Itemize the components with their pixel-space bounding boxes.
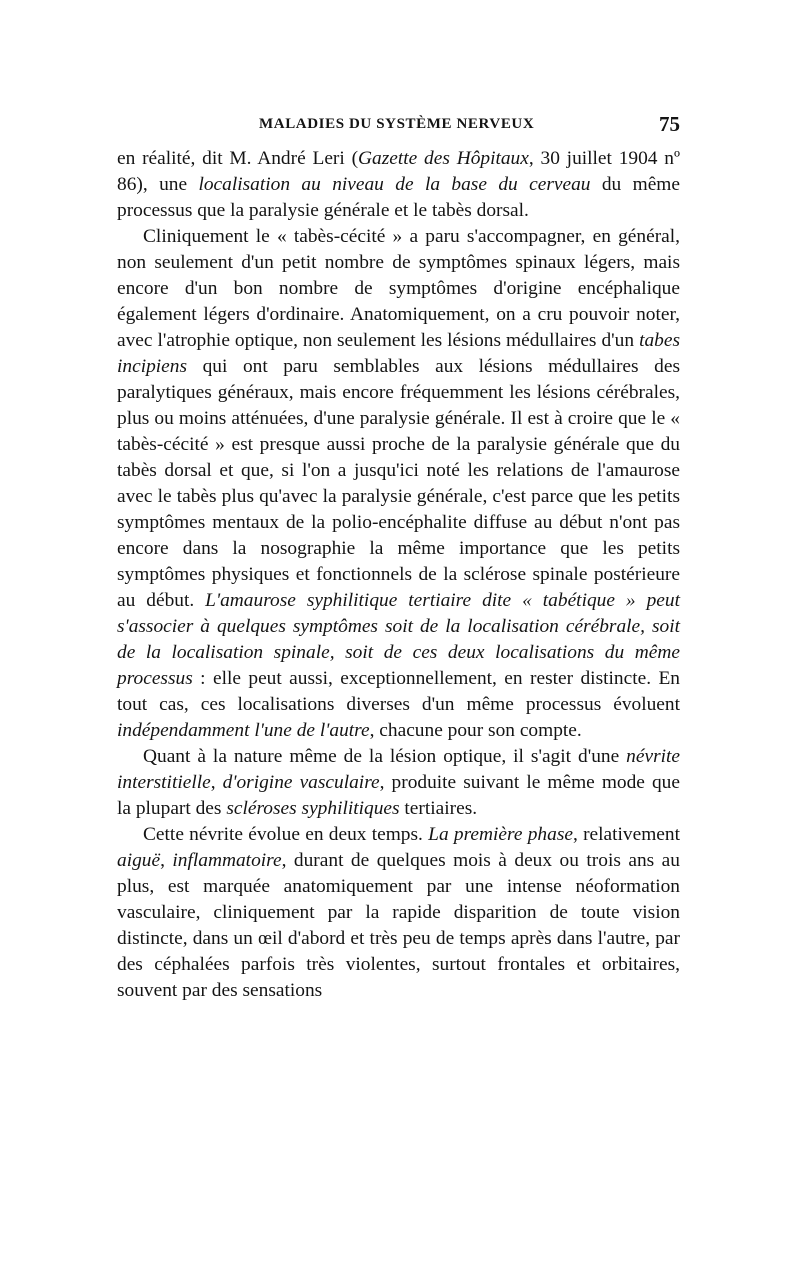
text-run: , relativement bbox=[572, 824, 680, 845]
italic-run: tabes incipiens bbox=[117, 330, 680, 377]
running-head bbox=[117, 112, 680, 140]
italic-run: indépendamment l'une de l'autre bbox=[117, 720, 370, 741]
italic-run: scléroses syphilitiques bbox=[226, 798, 400, 819]
paragraph-3 bbox=[117, 744, 680, 822]
text-run: : elle peut aussi, exceptionnellement, en rester distincte. En tout cas, ces localisations diverses d'un même processus évoluent bbox=[117, 668, 680, 715]
paragraph-4 bbox=[117, 822, 680, 1004]
text-run: tertiaires. bbox=[399, 798, 478, 819]
text-run: du même processus que la paralysie générale et le tabès dorsal. bbox=[117, 174, 681, 221]
italic-run: localisation au niveau de la base du cerveau bbox=[198, 174, 591, 195]
text-run: , chacune pour son compte. bbox=[369, 720, 582, 741]
page-number: 75 bbox=[659, 112, 680, 136]
italic-run: L'amaurose syphilitique tertiaire dite « tabétique » peut s'associer à quelques symptômes soit de la localisation cérébrale, soit de la localisation spinale, soit de ces deux localisations du même processus bbox=[117, 590, 680, 689]
text-run: en réalité, dit M. André Leri ( bbox=[117, 148, 359, 169]
italic-run: Gazette des Hôpitaux bbox=[358, 148, 529, 169]
paragraph-1 bbox=[117, 146, 680, 224]
text-run: , bbox=[210, 772, 223, 793]
text-run: qui ont paru semblables aux lésions médullaires des paralytiques généraux, mais encore fréquemment les lésions cérébrales, plus ou moins atténuées, d'une paralysie générale. Il est à croire que le « tabès-cécité » est presque aussi proche de la paralysie générale que du tabès dorsal et que, si l'on a jusqu'ici noté les relations de l'amaurose avec le tabès plus qu'avec la paralysie générale, c'est parce que les petits symptômes mentaux de la polio-encéphalite diffuse au début n'ont pas encore dans la nosographie la même importance que les petits symptômes physiques et fonctionnels de la sclérose spinale postérieure au début. bbox=[117, 356, 680, 611]
running-title: MALADIES DU SYSTÈME NERVEUX bbox=[259, 116, 535, 132]
italic-run: inflammatoire bbox=[172, 850, 282, 871]
text-run: Cliniquement le « tabès-cécité » a paru s'accompagner, en général, non seulement d'un petit nombre de symptômes spinaux légers, mais encore d'un bon nombre de symptômes d'origine encéphalique également légers d'ordinaire. Anatomiquement, on a cru pouvoir noter, avec l'atrophie optique, non seulement les lésions médullaires d'un bbox=[117, 226, 680, 351]
text-run: Quant à la nature même de la lésion optique, il s'agit d'une bbox=[143, 746, 627, 767]
text-run: , durant de quelques mois à deux ou trois ans au plus, est marquée anatomiquement par une intense néoformation vasculaire, cliniquement par la rapide disparition de toute vision distincte, dans un œil d'abord et très peu de temps après dans l'autre, par des céphalées parfois très violentes, surtout frontales et orbitaires, souvent par des sensations bbox=[117, 850, 680, 1001]
italic-run: La première phase bbox=[428, 824, 573, 845]
italic-run: névrite interstitielle bbox=[117, 746, 680, 793]
text-run: , 30 juillet 1904 nº 86), une bbox=[117, 148, 680, 195]
book-page bbox=[117, 112, 680, 1004]
italic-run: aiguë bbox=[117, 850, 161, 871]
text-run: Cette névrite évolue en deux temps. bbox=[143, 824, 429, 845]
text-run: , bbox=[160, 850, 173, 871]
italic-run: d'origine vasculaire bbox=[222, 772, 380, 793]
paragraph-2 bbox=[117, 224, 680, 744]
text-run: , produite suivant le même mode que la plupart des bbox=[117, 772, 680, 819]
